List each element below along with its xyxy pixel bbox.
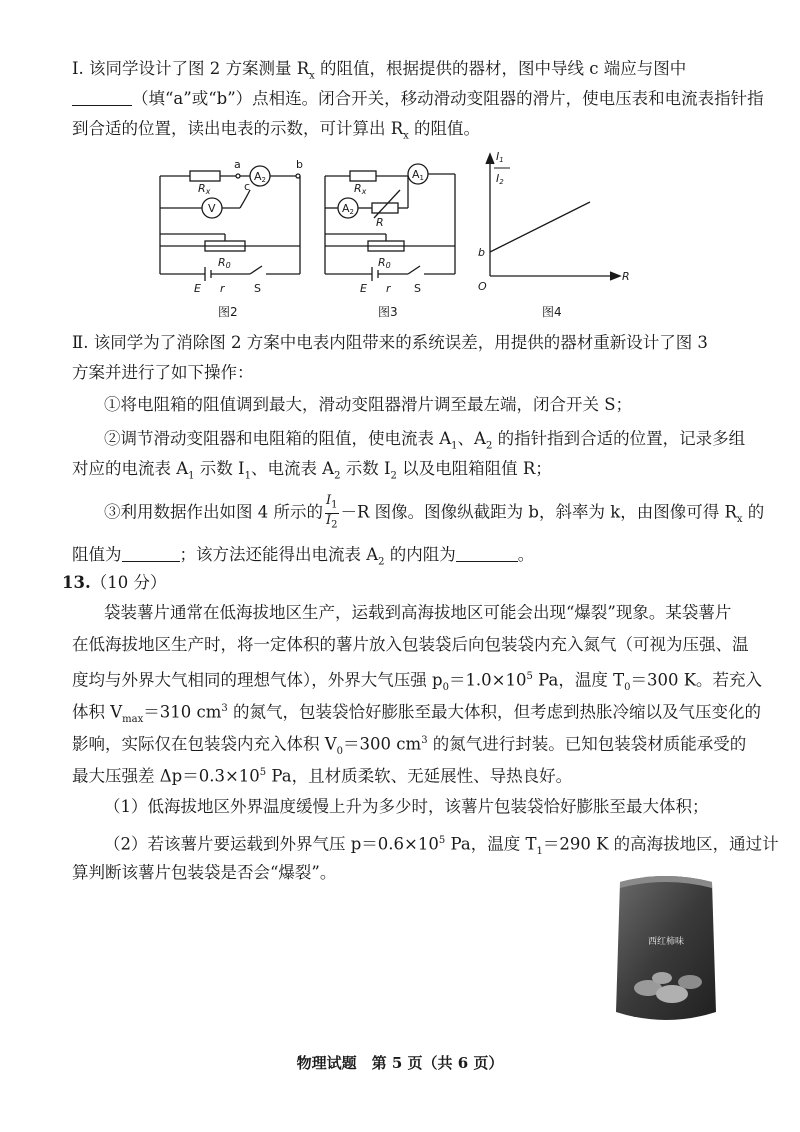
chips-bag-label: 西红柿味 — [647, 937, 685, 947]
part1-line2: （填“a”或“b”）点相连。闭合开关，移动滑动变阻器的滑片，使电压表和电流表指针指 — [72, 88, 764, 110]
part1-line3: 到合适的位置，读出电表的示数，可计算出 $R_x$ 的阻值。 — [72, 119, 481, 142]
fig3-label-rx: Rx — [354, 182, 367, 196]
fraction-i1-over-i2: $\frac{I_1}{I_2}$ — [326, 493, 338, 531]
fig3-label-a2: A2 — [342, 202, 354, 216]
q13-p5: 影响，实际仅在包装袋内充入体积 $V_0=300$ $cm^3$ 的氮气进行封装。已知包装袋材质能承受的 — [72, 734, 747, 757]
step-1: ①将电阻箱的阻值调到最大，滑动变阻器滑片调至最左端，闭合开关 S； — [104, 395, 633, 414]
fig2-label-c: c — [244, 180, 251, 193]
fig3-label-rr: r — [386, 282, 391, 295]
fig4-origin: O — [478, 280, 487, 293]
fig3-label-s: S — [414, 282, 421, 295]
circuit-figures — [150, 146, 630, 322]
fig4-caption: 图4 — [542, 305, 562, 319]
fig2-caption: 图2 — [218, 305, 238, 319]
fig4-intercept-b: b — [478, 246, 485, 259]
q13-p6: 最大压强差 $\Delta p=0.3\times 10^5$ Pa，且材质柔软、无延展性、导热良好。 — [72, 766, 573, 786]
fig2-label-e: E — [194, 282, 201, 295]
answer-blank-3[interactable] — [456, 547, 518, 562]
fig2-label-v: V — [208, 202, 216, 215]
fig3-caption: 图3 — [378, 305, 398, 319]
part1-line1: Ⅰ. 该同学设计了图 2 方案测量 $R_x$ 的阻值，根据提供的器材，图中导线 c 端应与图中 — [72, 59, 687, 82]
step-3-line2: 阻值为 ；该方法还能得出电流表 $A_2$ 的内阻为 。 — [72, 545, 535, 568]
fig2-label-r: r — [220, 282, 225, 295]
answer-blank-2[interactable] — [122, 547, 180, 562]
fig4-y-den: I2 — [496, 172, 504, 186]
fig2-label-rx: Rx — [198, 182, 211, 196]
fig2-label-a2: A2 — [254, 170, 266, 184]
fig2-label-a: a — [234, 158, 241, 171]
step-2: ②调节滑动变阻器和电阻箱的阻值，使电流表 $A_1$、$A_2$ 的指针指到合适的位置，记录多组 — [104, 429, 746, 452]
fig2-label-s: S — [254, 282, 261, 295]
q13-sub-question-2-line2: 算判断该薯片包装袋是否会“爆裂”。 — [72, 863, 337, 882]
answer-blank-1[interactable] — [72, 91, 132, 106]
page-footer: 物理试题 第 5 页（共 6 页） — [296, 1054, 504, 1072]
fig2-label-r0: R0 — [218, 256, 231, 270]
q13-p1: 袋装薯片通常在低海拔地区生产，运载到高海拔地区可能会出现“爆裂”现象。某袋薯片 — [104, 603, 732, 622]
fig4-x-label: R — [622, 270, 630, 283]
q13-p4: 体积 $V_{max}=310$ $cm^3$ 的氮气，包装袋恰好膨胀至最大体积，但考虑到热胀冷缩以及气压变化的 — [72, 702, 762, 725]
part2-line2: 方案并进行了如下操作： — [72, 363, 254, 382]
fig3-label-r0: R0 — [378, 256, 391, 270]
figure-4-graph — [486, 154, 620, 280]
q13-sub-question-1: （1）低海拔地区外界温度缓慢上升为多少时，该薯片包装袋恰好膨胀至最大体积； — [104, 797, 709, 816]
fig3-label-e: E — [360, 282, 367, 295]
fig3-label-a1: A1 — [412, 168, 424, 182]
q13-heading: 13.（10 分） — [62, 573, 167, 592]
chips-bag-photo — [612, 872, 720, 1024]
step-2-line2: 对应的电流表 $A_1$ 示数 $I_1$、电流表 $A_2$ 示数 $I_2$ 以及电阻箱阻值 R； — [72, 459, 552, 482]
fig3-label-r: R — [376, 216, 384, 229]
q13-p3: 度均与外界大气相同的理想气体），外界大气压强 $p_0=1.0\times 10^5$ Pa，温度 $T_0=300$ K。若充入 — [72, 670, 763, 693]
q13-sub-question-2: （2）若该薯片要运载到外界气压 $p=0.6\times 10^5$ Pa，温度 $T_1=290$ K 的高海拔地区，通过计 — [104, 834, 779, 857]
fig4-y-num: I1 — [496, 150, 504, 164]
fig2-label-b: b — [296, 158, 303, 171]
part2-line1: Ⅱ. 该同学为了消除图 2 方案中电表内阻带来的系统误差，用提供的器材重新设计了图 3 — [72, 333, 708, 352]
step-3: ③利用数据作出如图 4 所示的 $\frac{I_1}{I_2}$ －R 图像。图像纵截距为 b，斜率为 k，由图像可得 $R_x$ 的 — [104, 493, 765, 531]
q13-p2: 在低海拔地区生产时，将一定体积的薯片放入包装袋后向包装袋内充入氮气（可视为压强、温 — [72, 635, 749, 654]
